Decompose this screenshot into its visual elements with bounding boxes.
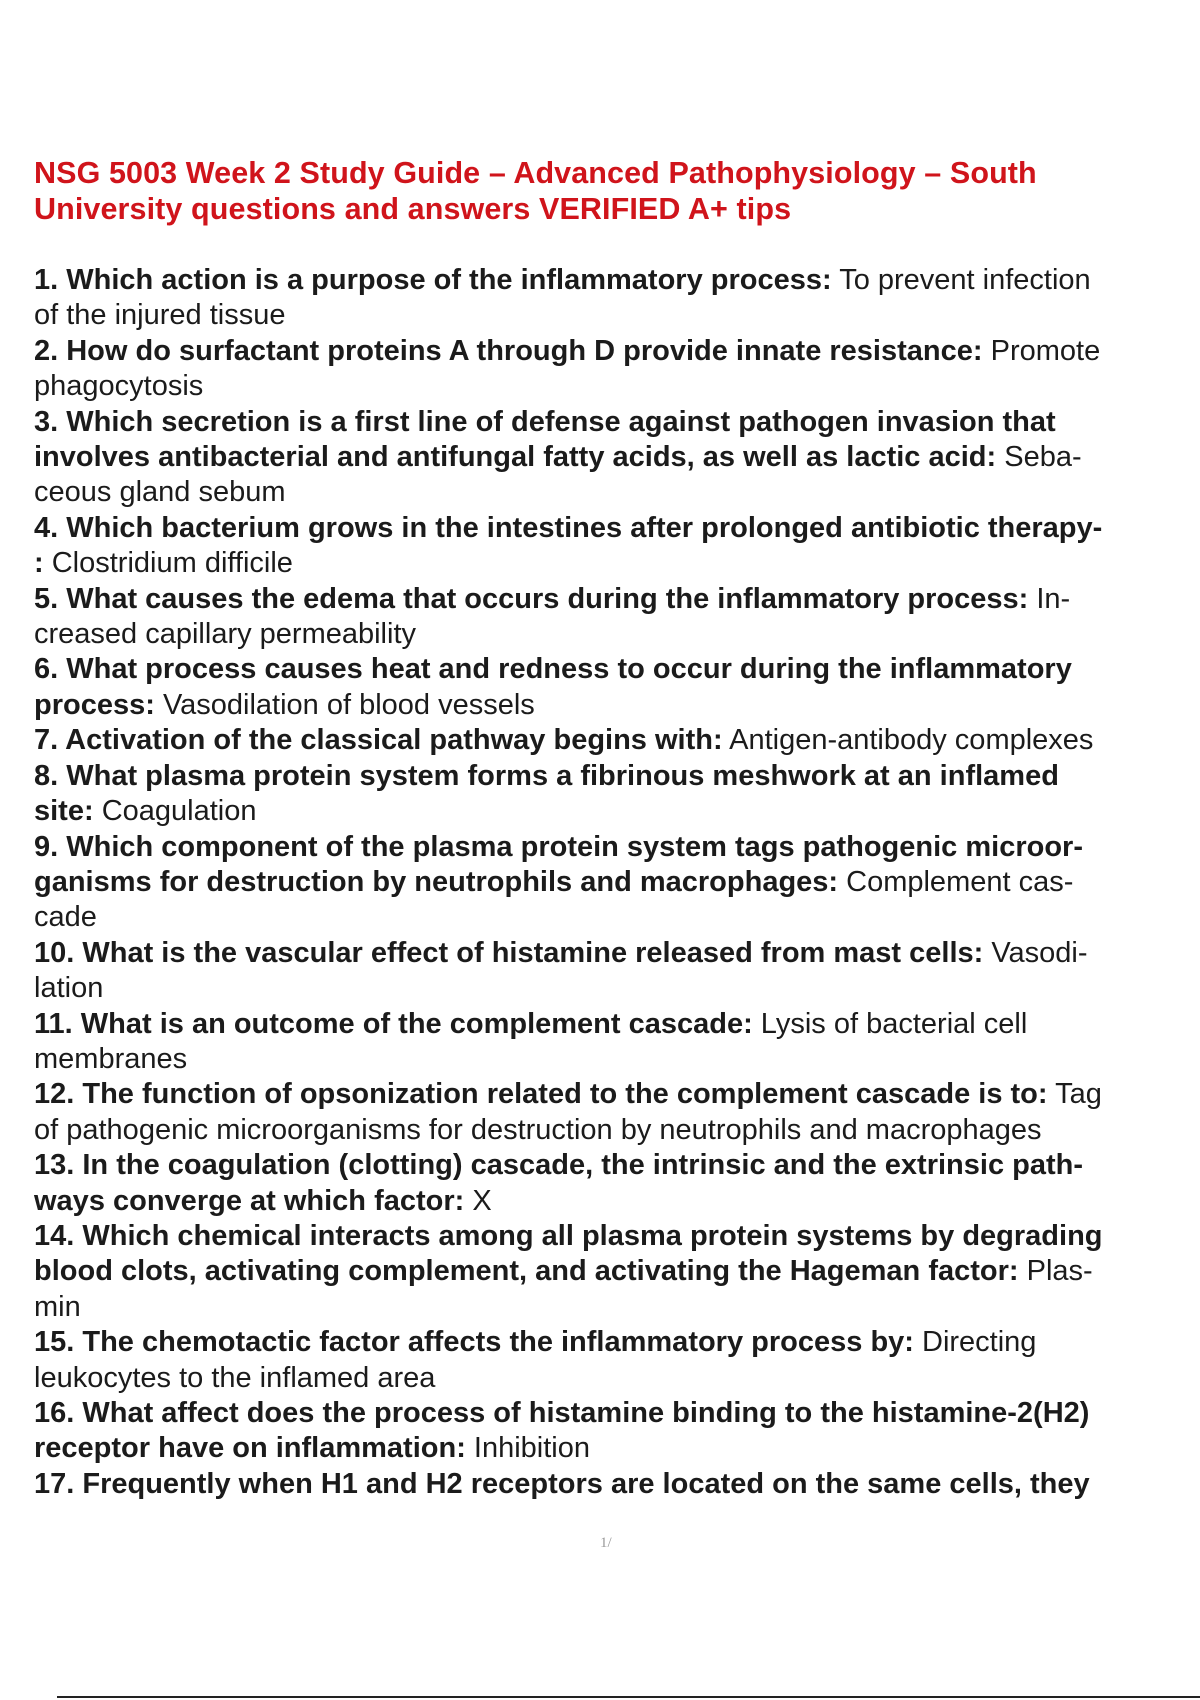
answer-text: phagocytosis [34,370,204,403]
answer-text: membranes [34,1042,188,1075]
qa-line [34,723,1194,758]
answer-text: of the injured tissue [34,299,286,332]
question-text: : [34,547,44,580]
answer-text: Coagulation [93,795,257,828]
qa-line [34,475,1194,510]
answer-text: Promote [982,334,1101,367]
qa-line [34,369,1194,404]
qa-line [34,652,1194,687]
qa-line [34,936,1194,971]
answer-text: lation [34,972,104,1005]
qa-line [34,1148,1194,1183]
page-number: 1/ [600,1535,612,1551]
question-text: 7. Activation of the classical pathway begins with: [34,724,723,757]
answer-text: Inhibition [465,1432,591,1465]
qa-line [34,405,1194,440]
qa-line [34,1431,1194,1466]
answer-text: creased capillary permeability [34,618,416,651]
answer-text: of pathogenic microorganisms for destruction by neutrophils and macrophages [34,1113,1042,1146]
answer-text: Clostridium difficile [43,547,293,580]
qa-line [34,334,1194,369]
question-text: 3. Which secretion is a first line of defense against pathogen invasion that [34,405,1056,438]
answer-text: Lysis of bacterial cell [752,1007,1028,1040]
question-text: site: [34,795,94,828]
answer-text: Antigen-antibody complexes [722,724,1094,757]
qa-line [34,830,1194,865]
qa-line [34,1290,1194,1325]
qa-line [34,1396,1194,1431]
title-line-1: NSG 5003 Week 2 Study Guide – Advanced Pathophysiology – South [34,156,1037,190]
answer-text: Vasodilation of blood vessels [154,688,535,721]
qa-line [34,688,1194,723]
qa-line [34,582,1194,617]
qa-line [34,440,1194,475]
answer-text: Tag [1047,1078,1102,1111]
question-text: 17. Frequently when H1 and H2 receptors are located on the same cells, they [34,1467,1090,1500]
qa-line [34,617,1194,652]
question-text: 13. In the coagulation (clotting) cascade, the intrinsic and the extrinsic path- [34,1149,1084,1182]
question-text: 1. Which action is a purpose of the inflammatory process: [34,264,832,296]
qa-line [34,1219,1194,1254]
question-text: 10. What is the vascular effect of histamine released from mast cells: [34,936,984,969]
qa-line [34,1254,1194,1289]
qa-line [34,1077,1194,1112]
qa-line [34,794,1194,829]
question-text: 15. The chemotactic factor affects the inflammatory process by: [34,1326,914,1359]
answer-text: Vasodi- [983,936,1088,969]
qa-line [34,1042,1194,1077]
answer-text: In- [1028,582,1071,615]
question-text: blood clots, activating complement, and activating the Hageman factor: [34,1255,1019,1288]
document-title [34,155,1154,227]
question-text: 5. What causes the edema that occurs during the inflammatory process: [34,582,1029,615]
title-line-2: University questions and answers VERIFIED A+ tips [34,192,792,226]
qa-line [34,1007,1194,1042]
answer-text: Plas- [1018,1255,1093,1288]
answer-text: To prevent infection [831,264,1091,296]
answer-text: Complement cas- [838,865,1074,898]
qa-line [34,511,1194,546]
answer-text: cade [34,901,97,934]
question-text: 11. What is an outcome of the complement cascade: [34,1007,753,1040]
answer-text: ceous gland sebum [34,476,286,509]
question-text: 6. What process causes heat and redness to occur during the inflammatory [34,653,1072,686]
qa-line [34,759,1194,794]
question-text: 4. Which bacterium grows in the intestines after prolonged antibiotic therapy- [34,511,1103,544]
qa-line [34,1467,1194,1502]
qa-line [34,546,1194,581]
qa-line [34,1184,1194,1219]
question-text: 2. How do surfactant proteins A through D provide innate resistance: [34,334,983,367]
question-text: ganisms for destruction by neutrophils and macrophages: [34,865,839,898]
question-text: 8. What plasma protein system forms a fibrinous meshwork at an inflamed [34,759,1059,792]
question-text: process: [34,688,155,721]
qa-line [34,865,1194,900]
answer-text: Seba- [996,441,1082,474]
answer-text: leukocytes to the inflamed area [34,1361,436,1394]
qa-line [34,900,1194,935]
footer-divider [57,1696,1200,1698]
qa-line [34,1325,1194,1360]
answer-text: min [34,1290,81,1323]
qa-line [34,298,1194,333]
question-text: receptor have on inflammation: [34,1432,466,1465]
question-text: involves antibacterial and antifungal fatty acids, as well as lactic acid: [34,441,997,474]
question-answer-list [34,263,1194,1502]
question-text: 14. Which chemical interacts among all plasma protein systems by degrading [34,1219,1103,1252]
qa-line [34,1113,1194,1148]
question-text: ways converge at which factor: [34,1184,465,1217]
question-text: 12. The function of opsonization related to the complement cascade is to: [34,1078,1048,1111]
answer-text: Directing [913,1326,1037,1359]
qa-line [34,1361,1194,1396]
question-text: 9. Which component of the plasma protein system tags pathogenic microor- [34,830,1083,863]
question-text: 16. What affect does the process of histamine binding to the histamine-2(H2) [34,1397,1090,1429]
qa-line [34,263,1194,298]
answer-text: X [464,1184,492,1217]
qa-line [34,971,1194,1006]
